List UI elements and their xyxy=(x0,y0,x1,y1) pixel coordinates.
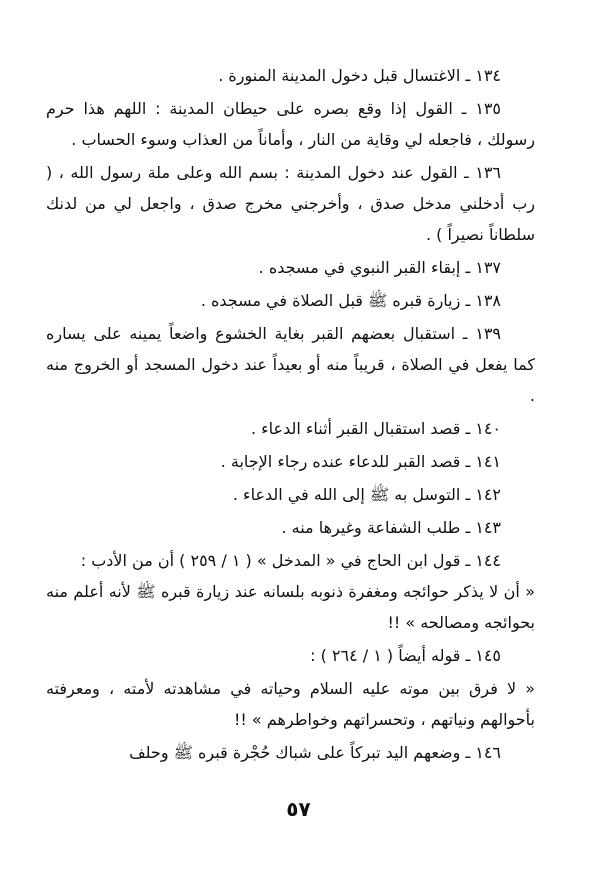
list-item-138: ١٣٨ ـ زيارة قبره ﷺ قبل الصلاة في مسجده . xyxy=(200,291,501,310)
quote-144: « أن لا يذكر حوائجه ومغفرة ذنوبه بلسانه عند زيارة قبره ﷺ لأنه أعلم منه بحوائجه ومصالحه » !! xyxy=(46,582,535,632)
list-item-135: ١٣٥ ـ القول إذا وقع بصره على حيطان المدينة : اللهم هذا حرم رسولك ، فاجعله لي وقاية من النار ، وأماناً من العذاب وسوء الحساب . xyxy=(46,99,535,149)
list-item-145: ١٤٥ ـ قوله أيضاً ( ١ / ٢٦٤ ) : xyxy=(310,646,501,665)
list-item-146: ١٤٦ ـ وضعهم اليد تبركاً على شباك حُجْرة قبره ﷺ وحلف xyxy=(129,743,501,762)
list-item-141: ١٤١ ـ قصد القبر للدعاء عنده رجاء الإجابة . xyxy=(220,452,501,471)
list-item-144: ١٤٤ ـ قول ابن الحاج في « المدخل » ( ١ / ٢٥٩ ) أن من الأدب : xyxy=(80,551,501,570)
page-number: ٥٧ xyxy=(286,797,311,821)
page-body xyxy=(46,60,535,770)
quote-145: « لا فرق بين موته عليه السلام وحياته في مشاهدته لأمته ، ومعرفته بأحوالهم ونياتهم ، وتحسراتهم وخواطرهم » !! xyxy=(46,679,535,729)
list-item-140: ١٤٠ ـ قصد استقبال القبر أثناء الدعاء . xyxy=(250,419,501,438)
list-item-134: ١٣٤ ـ الاغتسال قبل دخول المدينة المنورة . xyxy=(218,66,501,85)
list-item-137: ١٣٧ ـ إبقاء القبر النبوي في مسجده . xyxy=(258,258,501,277)
list-item-143: ١٤٣ ـ طلب الشفاعة وغيرها منه . xyxy=(281,518,501,537)
list-item-139: ١٣٩ ـ استقبال بعضهم القبر بغاية الخشوع واضعاً يمينه على يساره كما يفعل في الصلاة ، قريباً منه أو بعيداً عند دخول المسجد أو الخروج منه . xyxy=(46,324,535,405)
list-item-142: ١٤٢ ـ التوسل به ﷺ إلى الله في الدعاء . xyxy=(232,485,501,504)
list-item-136: ١٣٦ ـ القول عند دخول المدينة : بسم الله وعلى ملة رسول الله ، ( رب أدخلني مدخل صدق ، وأخرجني مخرج صدق ، واجعل لي من لدنك سلطاناً نصيراً ) . xyxy=(46,163,535,244)
